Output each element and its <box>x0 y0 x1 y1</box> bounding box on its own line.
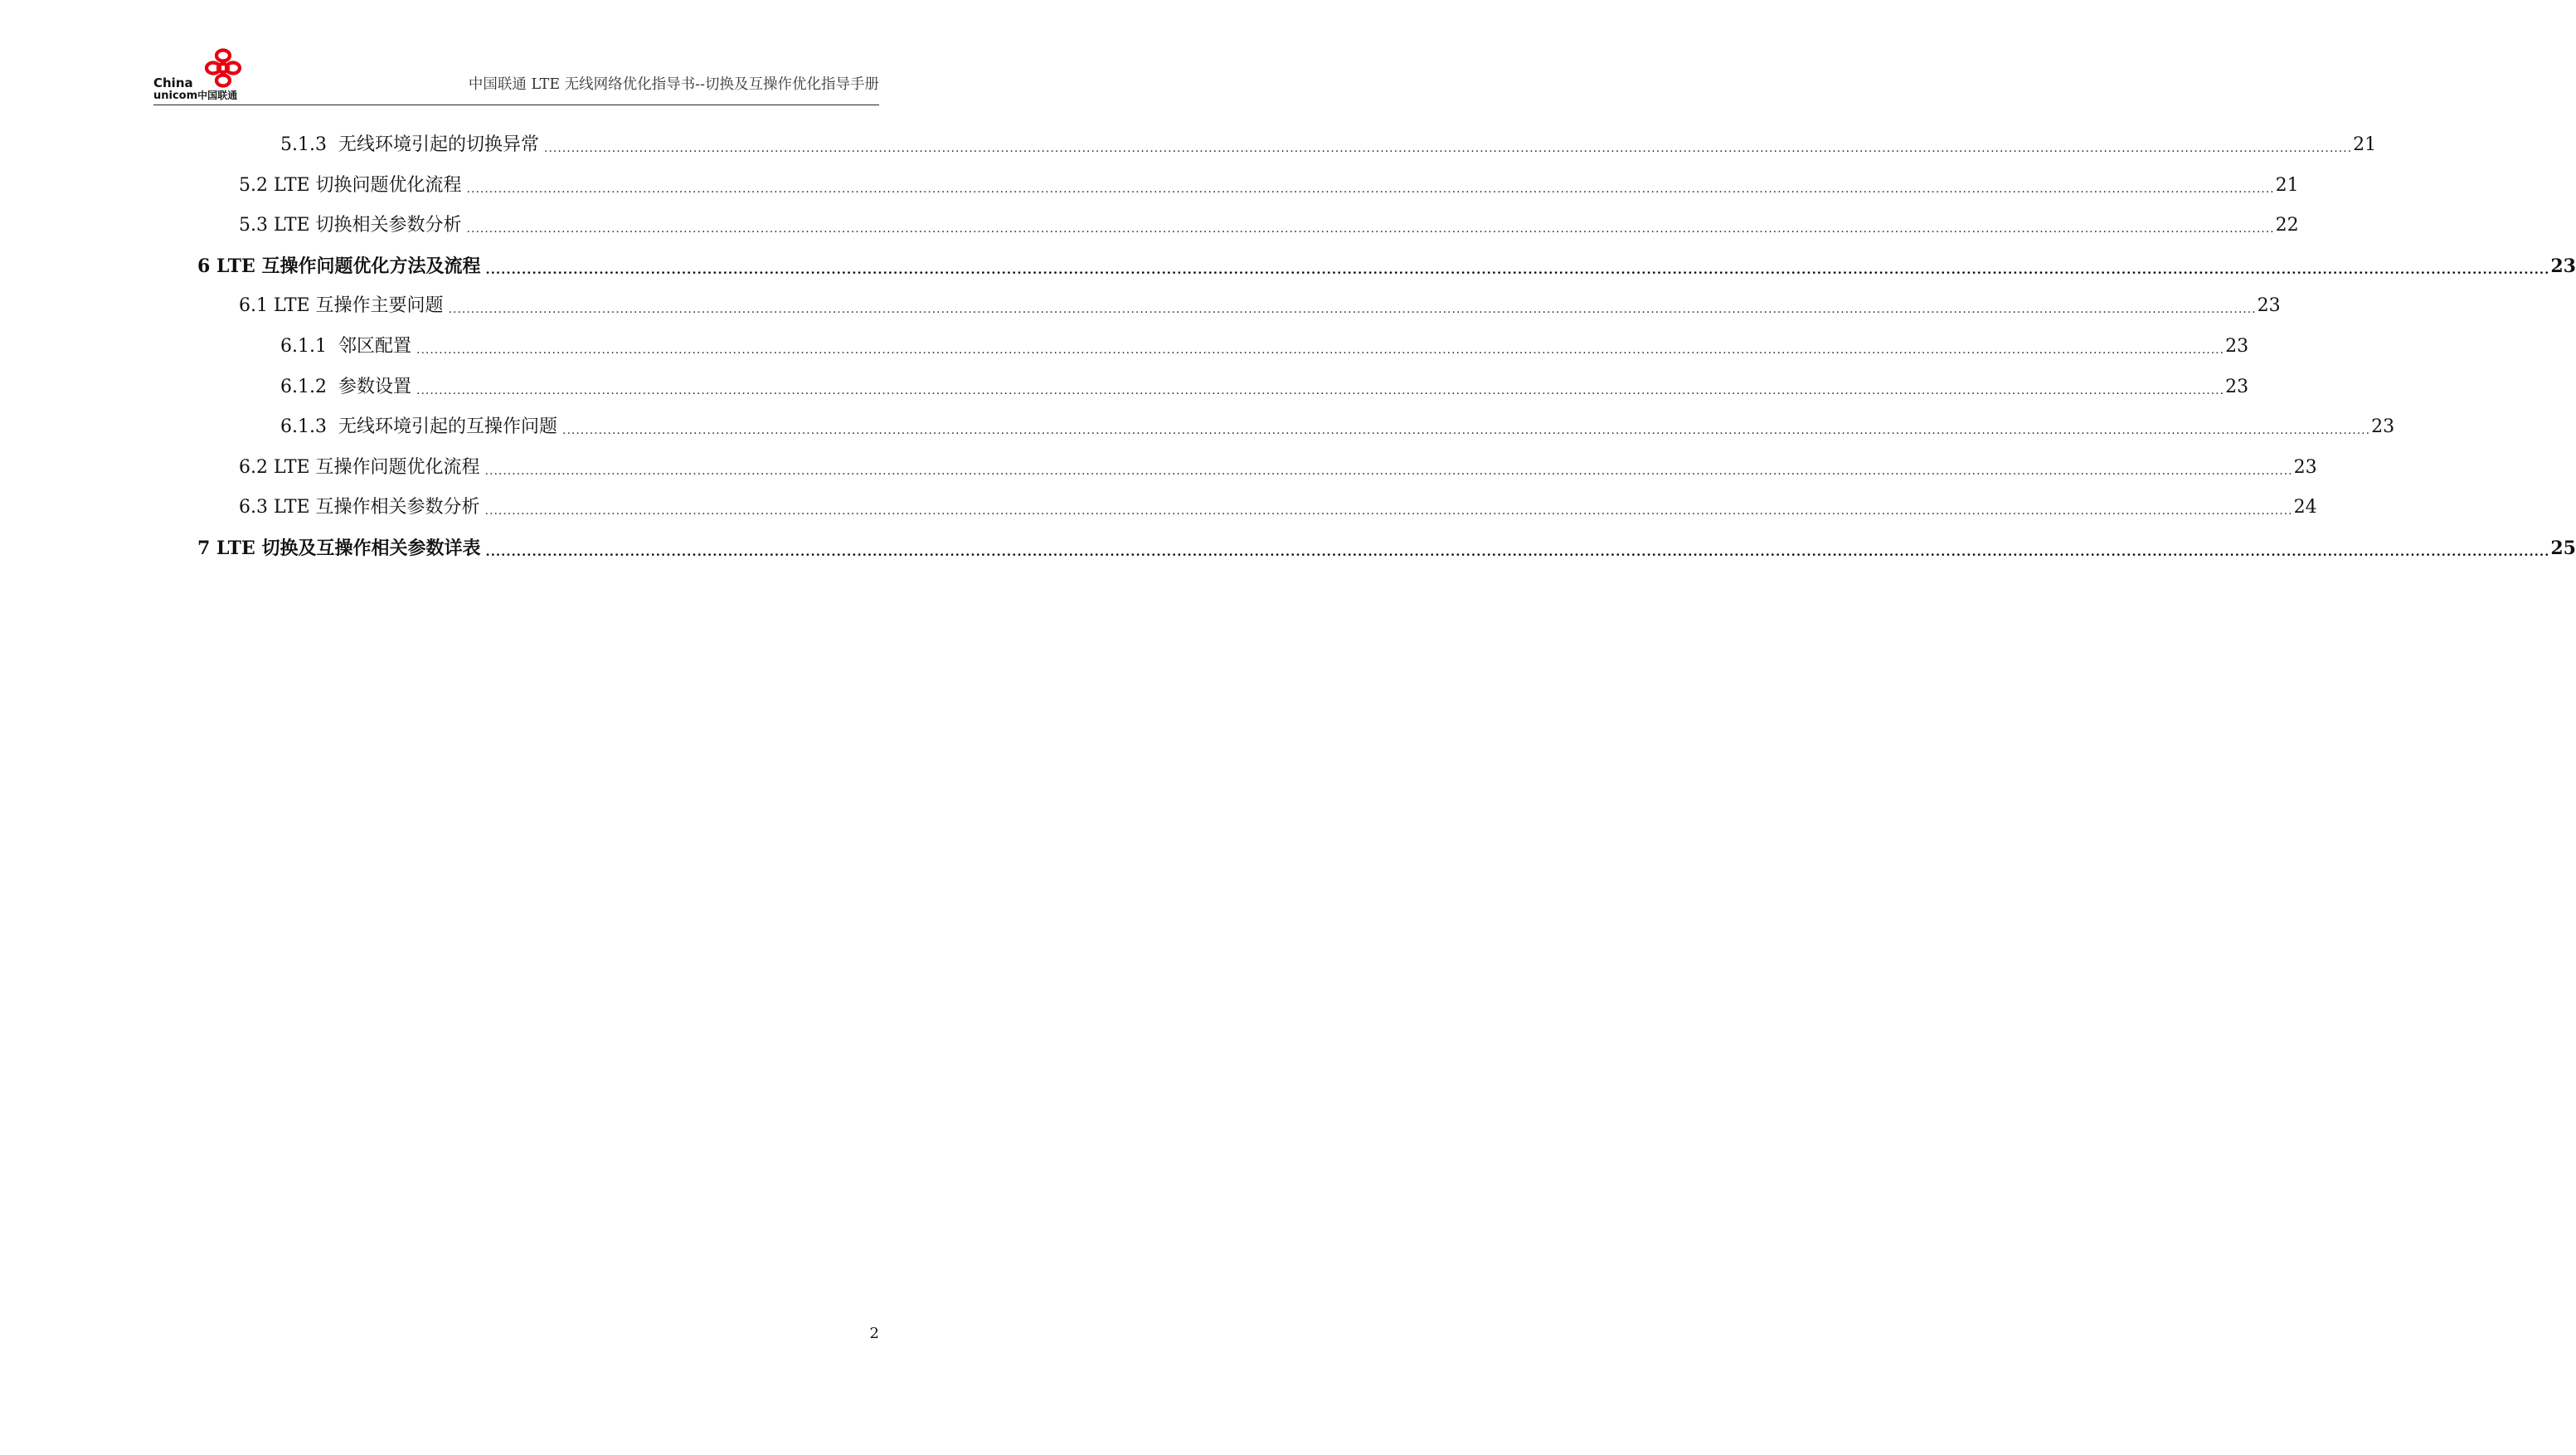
toc-entry[interactable] <box>239 294 2281 319</box>
logo-line-1: China <box>153 75 193 90</box>
toc-entry[interactable] <box>239 173 2299 198</box>
toc-entry-page: 21 <box>2275 175 2299 196</box>
toc-entry-number: 6 <box>197 255 211 277</box>
toc-entry-page: 23 <box>2257 295 2281 316</box>
toc-entry[interactable] <box>197 536 2576 561</box>
toc-entry-title: LTE 切换及互操作相关参数详表 <box>216 538 481 559</box>
header-title: 中国联通 LTE 无线网络优化指导书--切换及互操作优化指导手册 <box>468 76 879 93</box>
toc-entry[interactable] <box>280 415 2395 440</box>
toc-entry-title: LTE 切换相关参数分析 <box>274 215 462 236</box>
toc-entry[interactable] <box>239 495 2317 520</box>
toc-entry-page: 23 <box>2293 457 2317 478</box>
toc-dot-leader: ................................................................................................................................................................................................................................................................................................................................................................................................................ <box>416 343 2225 357</box>
toc-entry-number: 7 <box>197 538 211 559</box>
toc-entry-title: LTE 互操作相关参数分析 <box>274 497 480 518</box>
toc-entry-page: 23 <box>2550 255 2576 277</box>
logo-line-2-cn: 中国联通 <box>197 90 238 101</box>
toc-dot-leader: ................................................................................................................................................................................................................................................................................................................................................................................................................ <box>448 303 2257 316</box>
toc-entry-title: LTE 切换问题优化流程 <box>274 175 462 196</box>
toc-dot-leader: ................................................................................................................................................................................................................................................................................................................................................................................................................ <box>485 544 2550 559</box>
toc-entry[interactable] <box>197 254 2576 279</box>
toc-dot-leader: ................................................................................................................................................................................................................................................................................................................................................................................................................ <box>562 424 2371 437</box>
toc-entry-number: 6.1 <box>239 295 268 316</box>
toc-dot-leader: ................................................................................................................................................................................................................................................................................................................................................................................................................ <box>466 182 2275 196</box>
toc-entry-title: LTE 互操作主要问题 <box>274 295 444 316</box>
toc-entry-page: 23 <box>2225 336 2249 357</box>
toc-entry-number: 6.2 <box>239 457 268 478</box>
toc-entry[interactable] <box>280 375 2249 400</box>
toc-entry-number: 6.3 <box>239 497 268 518</box>
toc-dot-leader: ................................................................................................................................................................................................................................................................................................................................................................................................................ <box>484 465 2293 478</box>
toc-entry-page: 21 <box>2353 134 2377 155</box>
toc-entry-page: 23 <box>2371 416 2395 437</box>
toc-dot-leader: ................................................................................................................................................................................................................................................................................................................................................................................................................ <box>416 384 2225 397</box>
logo-wordmark <box>153 77 237 101</box>
toc-entry-title: LTE 互操作问题优化方法及流程 <box>216 255 481 277</box>
toc-dot-leader: ................................................................................................................................................................................................................................................................................................................................................................................................................ <box>484 504 2293 518</box>
toc-entry-page: 23 <box>2225 377 2249 397</box>
toc-entry-title: LTE 互操作问题优化流程 <box>274 457 480 478</box>
toc-entry[interactable] <box>239 455 2317 480</box>
page-number: 2 <box>869 1325 879 1342</box>
toc-entry-page: 25 <box>2550 538 2576 559</box>
logo-line-2-latin: unicom <box>153 90 198 102</box>
toc-dot-leader: ................................................................................................................................................................................................................................................................................................................................................................................................................ <box>544 142 2353 155</box>
toc-entry-page: 22 <box>2275 215 2299 236</box>
toc-entry-title: 邻区配置 <box>338 336 411 357</box>
toc-entry[interactable] <box>280 334 2249 359</box>
toc-entry[interactable] <box>280 133 2377 158</box>
toc-entry-number: 5.3 <box>239 215 268 236</box>
toc-entry-title: 无线环境引起的互操作问题 <box>338 416 557 437</box>
toc-entry-number: 5.2 <box>239 175 268 196</box>
toc-entry-page: 24 <box>2293 497 2317 518</box>
toc-entry[interactable] <box>239 213 2299 238</box>
toc-entry-number: 6.1.1 <box>280 336 327 357</box>
logo-line-2 <box>153 90 237 101</box>
toc-entry-number: 6.1.2 <box>280 377 327 397</box>
toc-entry-title: 无线环境引起的切换异常 <box>338 134 539 155</box>
toc-entry-title: 参数设置 <box>338 377 411 397</box>
toc-dot-leader: ................................................................................................................................................................................................................................................................................................................................................................................................................ <box>485 262 2550 277</box>
toc-entry-number: 5.1.3 <box>280 134 327 155</box>
china-unicom-logo <box>153 48 253 103</box>
toc-entry-number: 6.1.3 <box>280 416 327 437</box>
toc-dot-leader: ................................................................................................................................................................................................................................................................................................................................................................................................................ <box>466 222 2275 236</box>
